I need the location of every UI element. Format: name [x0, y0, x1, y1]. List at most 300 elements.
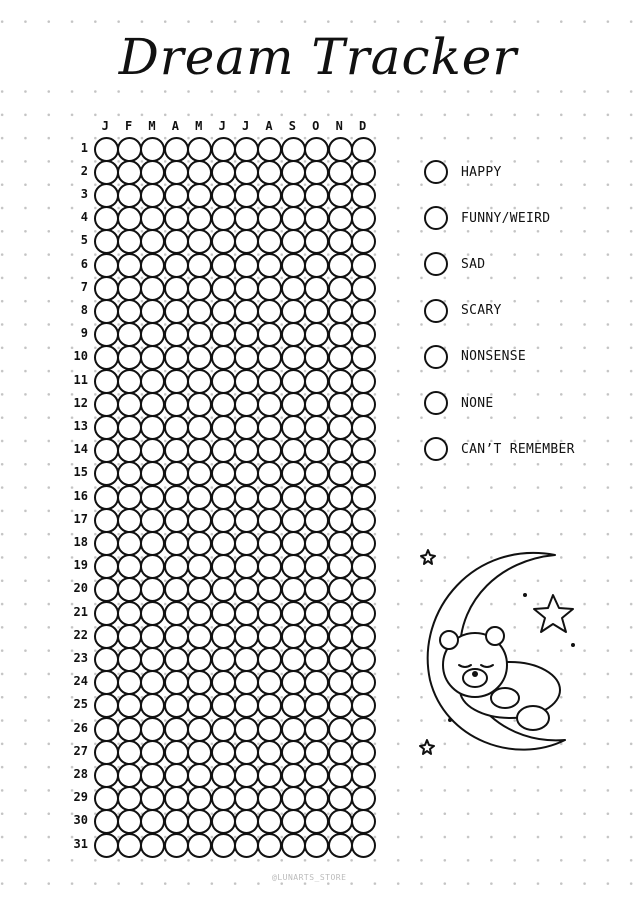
day-circle[interactable]	[187, 299, 212, 324]
day-circle[interactable]	[351, 438, 376, 463]
day-circle[interactable]	[164, 601, 189, 626]
day-circle[interactable]	[234, 601, 259, 626]
day-circle[interactable]	[117, 577, 142, 602]
day-circle[interactable]	[117, 786, 142, 811]
day-circle[interactable]	[211, 717, 236, 742]
day-circle[interactable]	[140, 485, 165, 510]
day-circle[interactable]	[281, 276, 306, 301]
day-circle[interactable]	[94, 693, 119, 718]
day-circle[interactable]	[234, 415, 259, 440]
day-circle[interactable]	[187, 229, 212, 254]
day-circle[interactable]	[117, 809, 142, 834]
day-circle[interactable]	[351, 717, 376, 742]
day-circle[interactable]	[117, 670, 142, 695]
day-circle[interactable]	[164, 531, 189, 556]
day-circle[interactable]	[94, 438, 119, 463]
day-circle[interactable]	[281, 647, 306, 672]
day-circle[interactable]	[117, 624, 142, 649]
day-circle[interactable]	[140, 554, 165, 579]
day-circle[interactable]	[211, 809, 236, 834]
day-circle[interactable]	[257, 740, 282, 765]
day-circle[interactable]	[304, 276, 329, 301]
day-circle[interactable]	[257, 809, 282, 834]
day-circle[interactable]	[304, 531, 329, 556]
day-circle[interactable]	[140, 670, 165, 695]
day-circle[interactable]	[140, 577, 165, 602]
day-circle[interactable]	[187, 647, 212, 672]
day-circle[interactable]	[351, 253, 376, 278]
day-circle[interactable]	[164, 624, 189, 649]
day-circle[interactable]	[140, 299, 165, 324]
day-circle[interactable]	[304, 554, 329, 579]
day-circle[interactable]	[164, 717, 189, 742]
day-circle[interactable]	[94, 601, 119, 626]
day-circle[interactable]	[328, 160, 353, 185]
day-circle[interactable]	[328, 392, 353, 417]
day-circle[interactable]	[164, 183, 189, 208]
day-circle[interactable]	[164, 369, 189, 394]
day-circle[interactable]	[234, 670, 259, 695]
day-circle[interactable]	[257, 554, 282, 579]
day-circle[interactable]	[234, 206, 259, 231]
day-circle[interactable]	[257, 253, 282, 278]
day-circle[interactable]	[328, 299, 353, 324]
day-circle[interactable]	[164, 693, 189, 718]
day-circle[interactable]	[187, 717, 212, 742]
day-circle[interactable]	[328, 276, 353, 301]
day-circle[interactable]	[94, 160, 119, 185]
day-circle[interactable]	[211, 253, 236, 278]
day-circle[interactable]	[304, 206, 329, 231]
day-circle[interactable]	[164, 461, 189, 486]
day-circle[interactable]	[328, 577, 353, 602]
day-circle[interactable]	[117, 299, 142, 324]
day-circle[interactable]	[351, 531, 376, 556]
day-circle[interactable]	[281, 369, 306, 394]
day-circle[interactable]	[187, 345, 212, 370]
day-circle[interactable]	[187, 485, 212, 510]
day-circle[interactable]	[304, 786, 329, 811]
day-circle[interactable]	[234, 299, 259, 324]
day-circle[interactable]	[117, 345, 142, 370]
day-circle[interactable]	[234, 183, 259, 208]
day-circle[interactable]	[94, 322, 119, 347]
day-circle[interactable]	[328, 485, 353, 510]
day-circle[interactable]	[257, 577, 282, 602]
day-circle[interactable]	[234, 253, 259, 278]
day-circle[interactable]	[257, 647, 282, 672]
day-circle[interactable]	[94, 345, 119, 370]
day-circle[interactable]	[140, 693, 165, 718]
day-circle[interactable]	[140, 717, 165, 742]
day-circle[interactable]	[140, 415, 165, 440]
day-circle[interactable]	[164, 833, 189, 858]
day-circle[interactable]	[187, 253, 212, 278]
day-circle[interactable]	[164, 276, 189, 301]
day-circle[interactable]	[164, 392, 189, 417]
day-circle[interactable]	[351, 183, 376, 208]
day-circle[interactable]	[281, 508, 306, 533]
day-circle[interactable]	[257, 485, 282, 510]
day-circle[interactable]	[164, 554, 189, 579]
day-circle[interactable]	[211, 485, 236, 510]
day-circle[interactable]	[140, 160, 165, 185]
day-circle[interactable]	[140, 809, 165, 834]
day-circle[interactable]	[257, 717, 282, 742]
day-circle[interactable]	[211, 438, 236, 463]
day-circle[interactable]	[234, 508, 259, 533]
day-circle[interactable]	[234, 485, 259, 510]
day-circle[interactable]	[187, 809, 212, 834]
day-circle[interactable]	[187, 415, 212, 440]
day-circle[interactable]	[117, 438, 142, 463]
day-circle[interactable]	[257, 183, 282, 208]
day-circle[interactable]	[328, 554, 353, 579]
day-circle[interactable]	[94, 740, 119, 765]
day-circle[interactable]	[140, 624, 165, 649]
day-circle[interactable]	[234, 276, 259, 301]
legend-circle[interactable]	[424, 160, 448, 184]
day-circle[interactable]	[94, 508, 119, 533]
day-circle[interactable]	[257, 276, 282, 301]
day-circle[interactable]	[211, 345, 236, 370]
day-circle[interactable]	[164, 415, 189, 440]
day-circle[interactable]	[211, 763, 236, 788]
day-circle[interactable]	[281, 183, 306, 208]
day-circle[interactable]	[328, 740, 353, 765]
day-circle[interactable]	[257, 438, 282, 463]
day-circle[interactable]	[164, 160, 189, 185]
day-circle[interactable]	[281, 624, 306, 649]
day-circle[interactable]	[211, 183, 236, 208]
day-circle[interactable]	[187, 693, 212, 718]
day-circle[interactable]	[140, 833, 165, 858]
day-circle[interactable]	[187, 137, 212, 162]
day-circle[interactable]	[211, 276, 236, 301]
day-circle[interactable]	[328, 647, 353, 672]
day-circle[interactable]	[164, 345, 189, 370]
day-circle[interactable]	[257, 299, 282, 324]
day-circle[interactable]	[211, 740, 236, 765]
day-circle[interactable]	[304, 345, 329, 370]
day-circle[interactable]	[351, 276, 376, 301]
day-circle[interactable]	[351, 229, 376, 254]
day-circle[interactable]	[140, 183, 165, 208]
day-circle[interactable]	[187, 670, 212, 695]
day-circle[interactable]	[140, 438, 165, 463]
day-circle[interactable]	[351, 577, 376, 602]
day-circle[interactable]	[211, 508, 236, 533]
day-circle[interactable]	[328, 183, 353, 208]
day-circle[interactable]	[304, 624, 329, 649]
day-circle[interactable]	[164, 809, 189, 834]
day-circle[interactable]	[304, 299, 329, 324]
legend-circle[interactable]	[424, 206, 448, 230]
legend-circle[interactable]	[424, 345, 448, 369]
day-circle[interactable]	[211, 531, 236, 556]
day-circle[interactable]	[211, 461, 236, 486]
day-circle[interactable]	[281, 740, 306, 765]
day-circle[interactable]	[304, 601, 329, 626]
day-circle[interactable]	[140, 392, 165, 417]
day-circle[interactable]	[234, 229, 259, 254]
day-circle[interactable]	[94, 229, 119, 254]
day-circle[interactable]	[234, 577, 259, 602]
day-circle[interactable]	[234, 740, 259, 765]
day-circle[interactable]	[140, 508, 165, 533]
day-circle[interactable]	[234, 392, 259, 417]
day-circle[interactable]	[328, 786, 353, 811]
day-circle[interactable]	[187, 740, 212, 765]
day-circle[interactable]	[351, 601, 376, 626]
day-circle[interactable]	[94, 299, 119, 324]
day-circle[interactable]	[164, 229, 189, 254]
day-circle[interactable]	[94, 137, 119, 162]
day-circle[interactable]	[140, 229, 165, 254]
day-circle[interactable]	[328, 253, 353, 278]
day-circle[interactable]	[117, 531, 142, 556]
day-circle[interactable]	[187, 183, 212, 208]
day-circle[interactable]	[187, 833, 212, 858]
day-circle[interactable]	[117, 693, 142, 718]
day-circle[interactable]	[234, 369, 259, 394]
day-circle[interactable]	[187, 508, 212, 533]
day-circle[interactable]	[117, 253, 142, 278]
day-circle[interactable]	[304, 229, 329, 254]
day-circle[interactable]	[351, 740, 376, 765]
day-circle[interactable]	[187, 786, 212, 811]
day-circle[interactable]	[257, 137, 282, 162]
day-circle[interactable]	[211, 647, 236, 672]
day-circle[interactable]	[234, 322, 259, 347]
day-circle[interactable]	[94, 624, 119, 649]
day-circle[interactable]	[304, 485, 329, 510]
day-circle[interactable]	[304, 670, 329, 695]
day-circle[interactable]	[117, 833, 142, 858]
day-circle[interactable]	[281, 253, 306, 278]
day-circle[interactable]	[234, 137, 259, 162]
day-circle[interactable]	[304, 647, 329, 672]
day-circle[interactable]	[351, 206, 376, 231]
day-circle[interactable]	[140, 461, 165, 486]
day-circle[interactable]	[187, 577, 212, 602]
day-circle[interactable]	[211, 322, 236, 347]
day-circle[interactable]	[187, 624, 212, 649]
day-circle[interactable]	[117, 647, 142, 672]
day-circle[interactable]	[117, 276, 142, 301]
day-circle[interactable]	[164, 438, 189, 463]
day-circle[interactable]	[281, 693, 306, 718]
day-circle[interactable]	[351, 763, 376, 788]
day-circle[interactable]	[281, 438, 306, 463]
day-circle[interactable]	[187, 554, 212, 579]
day-circle[interactable]	[140, 763, 165, 788]
day-circle[interactable]	[211, 299, 236, 324]
day-circle[interactable]	[94, 670, 119, 695]
day-circle[interactable]	[257, 369, 282, 394]
day-circle[interactable]	[234, 554, 259, 579]
day-circle[interactable]	[187, 160, 212, 185]
day-circle[interactable]	[140, 345, 165, 370]
day-circle[interactable]	[211, 670, 236, 695]
day-circle[interactable]	[351, 809, 376, 834]
day-circle[interactable]	[140, 647, 165, 672]
day-circle[interactable]	[117, 322, 142, 347]
day-circle[interactable]	[304, 693, 329, 718]
day-circle[interactable]	[257, 833, 282, 858]
day-circle[interactable]	[304, 577, 329, 602]
day-circle[interactable]	[351, 485, 376, 510]
day-circle[interactable]	[187, 322, 212, 347]
day-circle[interactable]	[304, 392, 329, 417]
day-circle[interactable]	[257, 345, 282, 370]
day-circle[interactable]	[94, 763, 119, 788]
day-circle[interactable]	[281, 206, 306, 231]
day-circle[interactable]	[281, 345, 306, 370]
day-circle[interactable]	[281, 461, 306, 486]
day-circle[interactable]	[281, 786, 306, 811]
day-circle[interactable]	[281, 392, 306, 417]
day-circle[interactable]	[257, 763, 282, 788]
day-circle[interactable]	[117, 717, 142, 742]
day-circle[interactable]	[281, 322, 306, 347]
day-circle[interactable]	[328, 508, 353, 533]
day-circle[interactable]	[211, 369, 236, 394]
day-circle[interactable]	[94, 461, 119, 486]
day-circle[interactable]	[328, 369, 353, 394]
day-circle[interactable]	[211, 833, 236, 858]
day-circle[interactable]	[234, 438, 259, 463]
day-circle[interactable]	[257, 229, 282, 254]
day-circle[interactable]	[211, 601, 236, 626]
day-circle[interactable]	[328, 322, 353, 347]
day-circle[interactable]	[94, 554, 119, 579]
day-circle[interactable]	[257, 322, 282, 347]
day-circle[interactable]	[187, 763, 212, 788]
day-circle[interactable]	[94, 833, 119, 858]
day-circle[interactable]	[164, 322, 189, 347]
day-circle[interactable]	[164, 253, 189, 278]
day-circle[interactable]	[351, 461, 376, 486]
day-circle[interactable]	[94, 647, 119, 672]
day-circle[interactable]	[281, 601, 306, 626]
day-circle[interactable]	[351, 833, 376, 858]
day-circle[interactable]	[257, 206, 282, 231]
day-circle[interactable]	[211, 624, 236, 649]
day-circle[interactable]	[234, 717, 259, 742]
day-circle[interactable]	[117, 160, 142, 185]
day-circle[interactable]	[328, 461, 353, 486]
day-circle[interactable]	[328, 833, 353, 858]
day-circle[interactable]	[187, 438, 212, 463]
day-circle[interactable]	[257, 392, 282, 417]
day-circle[interactable]	[304, 415, 329, 440]
day-circle[interactable]	[94, 577, 119, 602]
day-circle[interactable]	[351, 299, 376, 324]
day-circle[interactable]	[211, 415, 236, 440]
day-circle[interactable]	[117, 485, 142, 510]
day-circle[interactable]	[351, 392, 376, 417]
day-circle[interactable]	[140, 253, 165, 278]
day-circle[interactable]	[140, 206, 165, 231]
day-circle[interactable]	[328, 438, 353, 463]
day-circle[interactable]	[351, 137, 376, 162]
day-circle[interactable]	[187, 276, 212, 301]
day-circle[interactable]	[187, 461, 212, 486]
day-circle[interactable]	[234, 786, 259, 811]
day-circle[interactable]	[94, 369, 119, 394]
day-circle[interactable]	[164, 786, 189, 811]
day-circle[interactable]	[234, 763, 259, 788]
day-circle[interactable]	[117, 740, 142, 765]
day-circle[interactable]	[234, 160, 259, 185]
day-circle[interactable]	[117, 229, 142, 254]
day-circle[interactable]	[281, 137, 306, 162]
day-circle[interactable]	[117, 392, 142, 417]
day-circle[interactable]	[234, 647, 259, 672]
day-circle[interactable]	[304, 253, 329, 278]
day-circle[interactable]	[164, 763, 189, 788]
day-circle[interactable]	[257, 531, 282, 556]
day-circle[interactable]	[281, 160, 306, 185]
day-circle[interactable]	[140, 137, 165, 162]
day-circle[interactable]	[117, 461, 142, 486]
day-circle[interactable]	[164, 740, 189, 765]
day-circle[interactable]	[164, 485, 189, 510]
day-circle[interactable]	[257, 624, 282, 649]
day-circle[interactable]	[187, 601, 212, 626]
day-circle[interactable]	[211, 577, 236, 602]
day-circle[interactable]	[351, 693, 376, 718]
day-circle[interactable]	[117, 183, 142, 208]
day-circle[interactable]	[234, 833, 259, 858]
day-circle[interactable]	[257, 160, 282, 185]
day-circle[interactable]	[257, 508, 282, 533]
day-circle[interactable]	[140, 531, 165, 556]
day-circle[interactable]	[281, 833, 306, 858]
day-circle[interactable]	[234, 809, 259, 834]
day-circle[interactable]	[211, 137, 236, 162]
day-circle[interactable]	[304, 833, 329, 858]
day-circle[interactable]	[117, 369, 142, 394]
day-circle[interactable]	[211, 693, 236, 718]
day-circle[interactable]	[94, 717, 119, 742]
day-circle[interactable]	[117, 554, 142, 579]
day-circle[interactable]	[117, 508, 142, 533]
day-circle[interactable]	[281, 809, 306, 834]
day-circle[interactable]	[211, 554, 236, 579]
day-circle[interactable]	[140, 786, 165, 811]
day-circle[interactable]	[94, 485, 119, 510]
day-circle[interactable]	[281, 415, 306, 440]
day-circle[interactable]	[351, 345, 376, 370]
day-circle[interactable]	[304, 183, 329, 208]
day-circle[interactable]	[140, 276, 165, 301]
day-circle[interactable]	[164, 137, 189, 162]
day-circle[interactable]	[328, 137, 353, 162]
day-circle[interactable]	[281, 531, 306, 556]
day-circle[interactable]	[211, 229, 236, 254]
day-circle[interactable]	[328, 693, 353, 718]
day-circle[interactable]	[281, 717, 306, 742]
day-circle[interactable]	[140, 322, 165, 347]
day-circle[interactable]	[94, 276, 119, 301]
day-circle[interactable]	[164, 206, 189, 231]
day-circle[interactable]	[351, 670, 376, 695]
day-circle[interactable]	[94, 253, 119, 278]
day-circle[interactable]	[94, 415, 119, 440]
day-circle[interactable]	[164, 647, 189, 672]
